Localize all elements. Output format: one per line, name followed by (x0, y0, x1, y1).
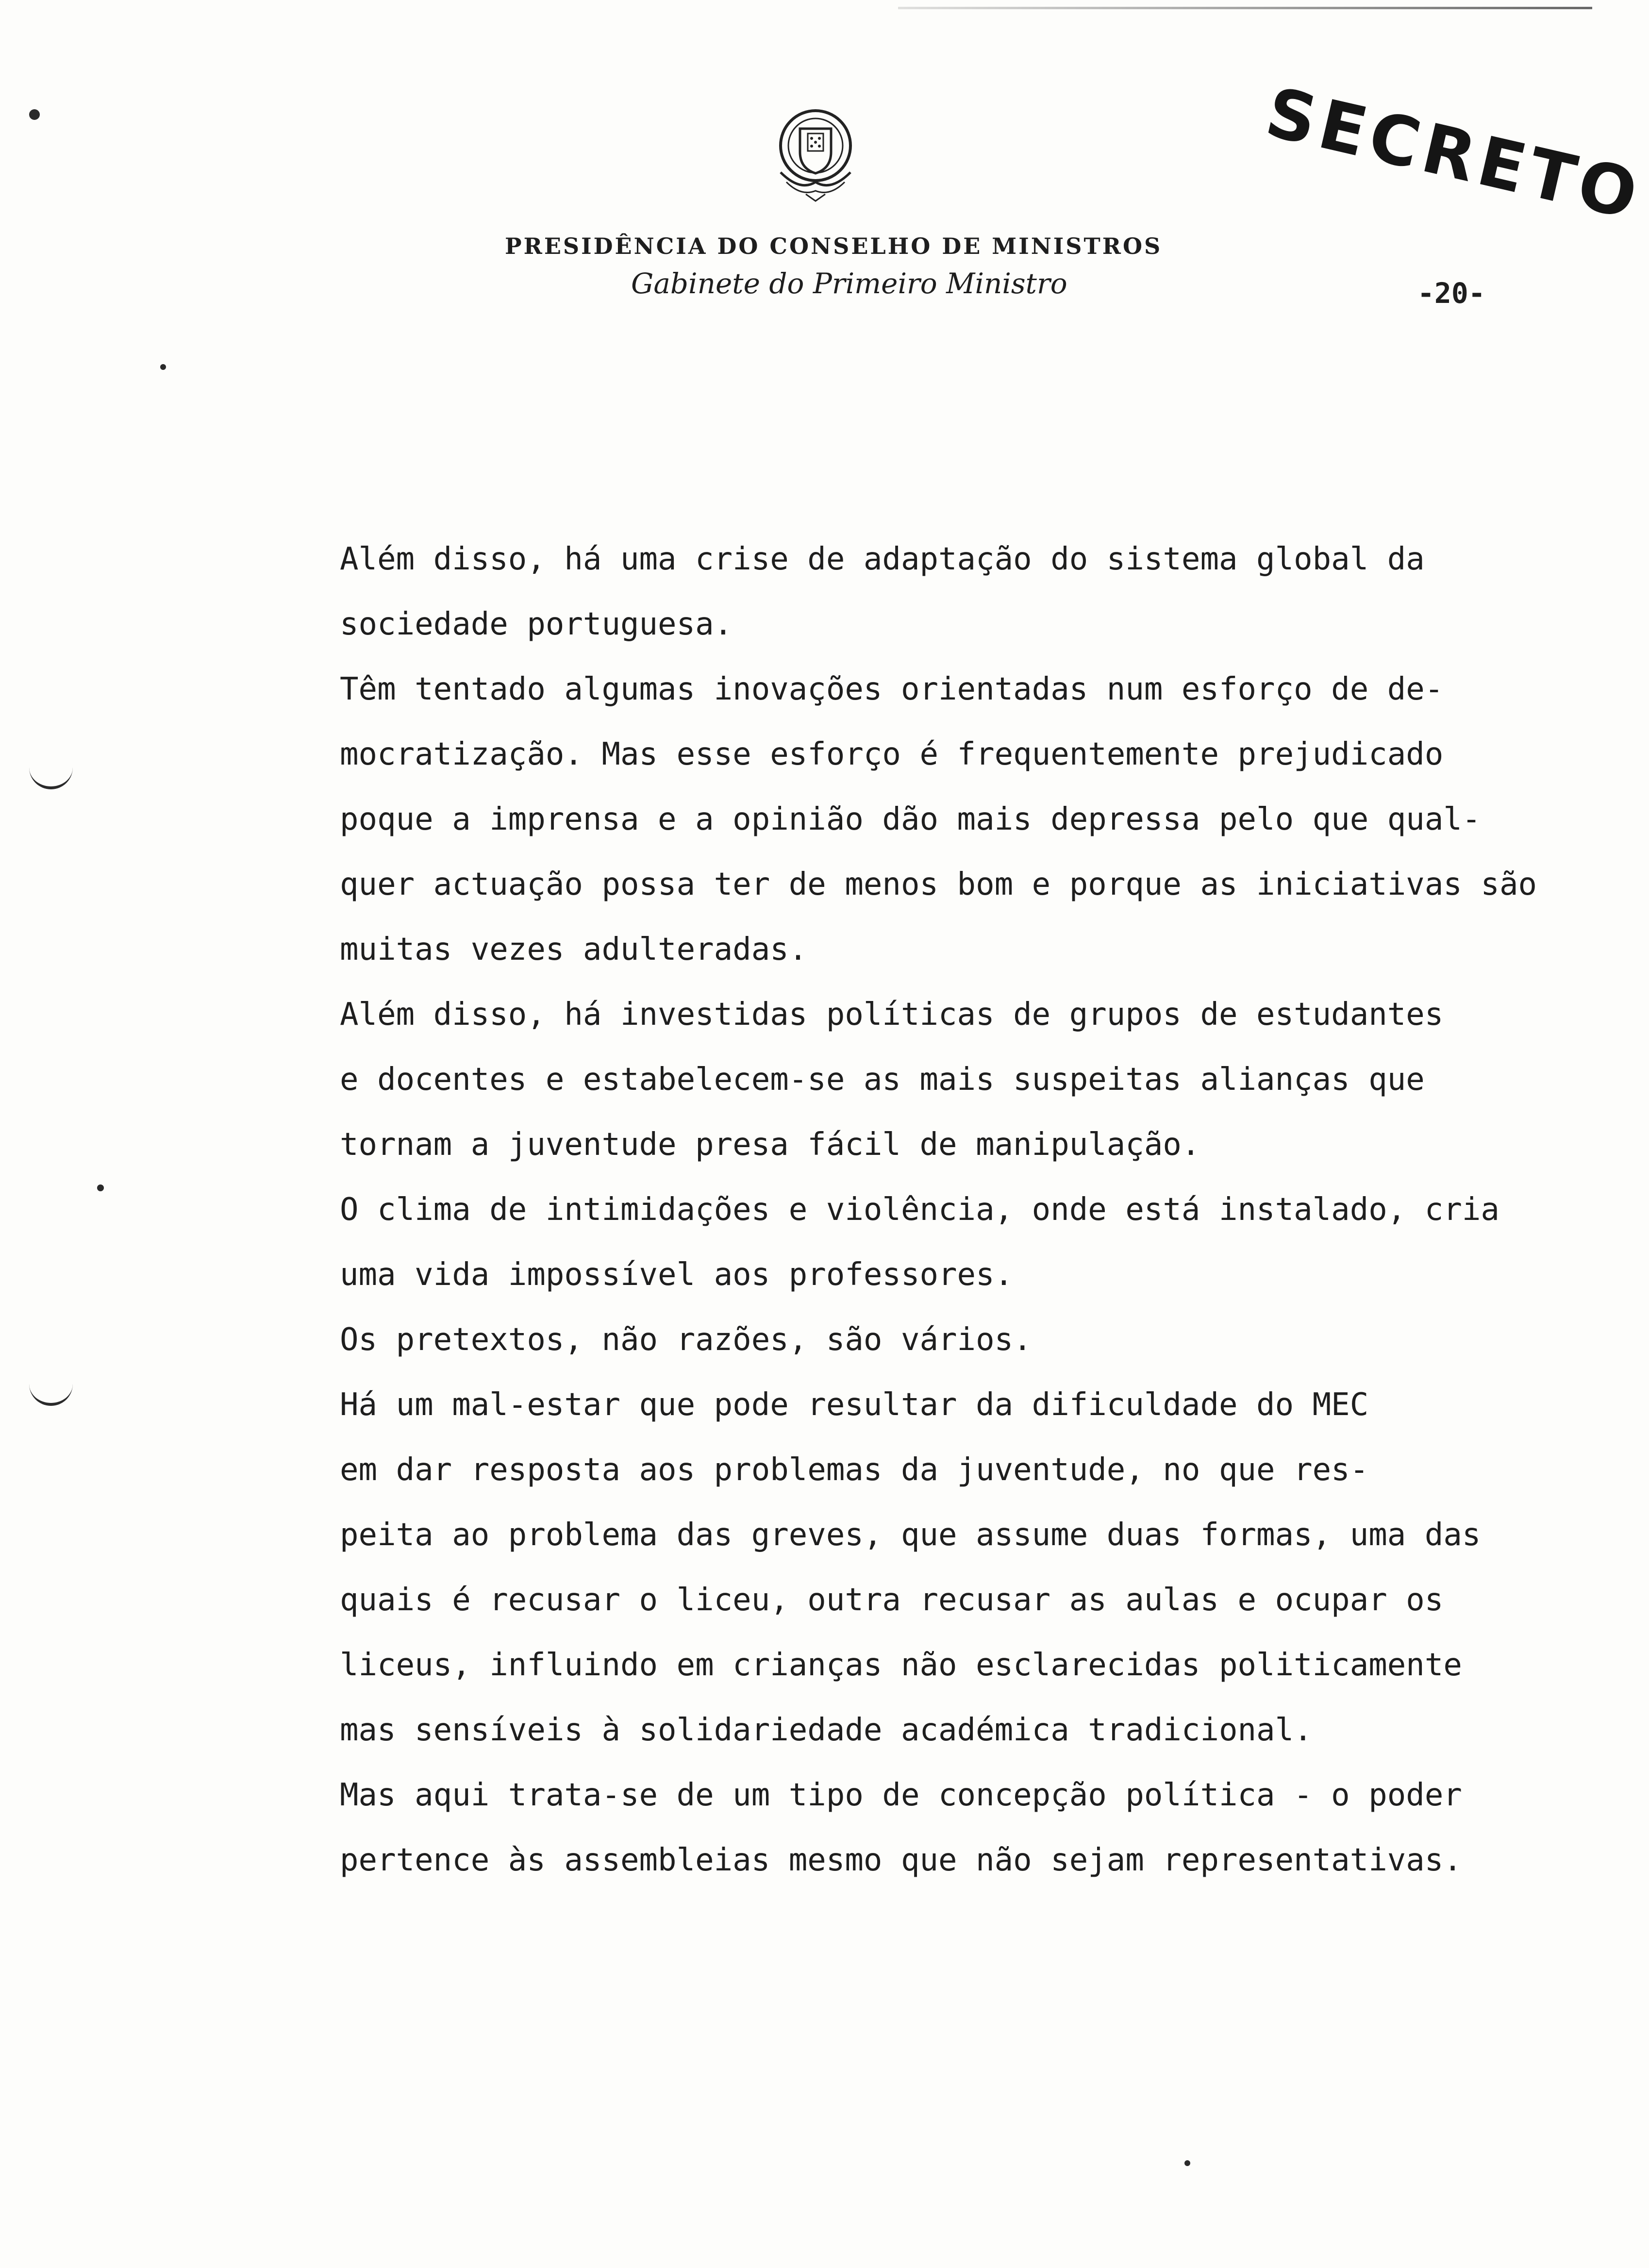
text-line: tornam a juventude presa fácil de manipulação. (340, 1127, 1200, 1163)
coat-of-arms-icon (757, 100, 874, 216)
scan-speck (29, 109, 40, 120)
text-line: e docentes e estabelecem-se as mais suspeitas alianças que (340, 1062, 1425, 1098)
top-edge-line (898, 7, 1592, 9)
secret-stamp: SECRETO (1259, 73, 1649, 236)
text-line: em dar resposta aos problemas da juventude, no que res- (340, 1452, 1369, 1488)
page-number: -20- (1417, 277, 1485, 310)
text-line: poque a imprensa e a opinião dão mais depressa pelo que qual- (340, 801, 1481, 837)
text-line: Além disso, há investidas políticas de grupos de estudantes (340, 997, 1444, 1033)
binding-mark (29, 767, 73, 789)
text-line: liceus, influindo em crianças não esclarecidas politicamente (340, 1647, 1462, 1683)
text-line: sociedade portuguesa. (340, 606, 733, 642)
text-line: Há um mal-estar que pode resultar da dificuldade do MEC (340, 1387, 1369, 1423)
text-line: Os pretextos, não razões, são vários. (340, 1322, 1032, 1358)
scan-speck (1184, 2160, 1190, 2166)
text-line: pertence às assembleias mesmo que não sejam representativas. (340, 1842, 1462, 1878)
text-line: quais é recusar o liceu, outra recusar as aulas e ocupar os (340, 1582, 1444, 1618)
scan-speck (160, 364, 166, 370)
text-line: peita ao problema das greves, que assume duas formas, uma das (340, 1517, 1481, 1553)
text-line: quer actuação possa ter de menos bom e porque as iniciativas são (340, 867, 1537, 902)
header-title: PRESIDÊNCIA DO CONSELHO DE MINISTROS (505, 233, 1163, 259)
text-line: O clima de intimidações e violência, onde está instalado, cria (340, 1192, 1499, 1228)
text-line: muitas vezes adulteradas. (340, 932, 808, 967)
binding-mark (29, 1384, 73, 1406)
header-subtitle: Gabinete do Primeiro Ministro (631, 267, 1067, 300)
scan-speck (97, 1184, 104, 1191)
body-text (340, 527, 1553, 1893)
text-line: mocratização. Mas esse esforço é frequentemente prejudicado (340, 736, 1444, 772)
text-line: uma vida impossível aos professores. (340, 1257, 1014, 1293)
text-line: Têm tentado algumas inovações orientadas num esforço de de- (340, 671, 1444, 707)
text-line: mas sensíveis à solidariedade académica tradicional. (340, 1712, 1313, 1748)
text-line: Mas aqui trata-se de um tipo de concepção política - o poder (340, 1777, 1462, 1813)
text-line: Além disso, há uma crise de adaptação do sistema global da (340, 541, 1425, 577)
